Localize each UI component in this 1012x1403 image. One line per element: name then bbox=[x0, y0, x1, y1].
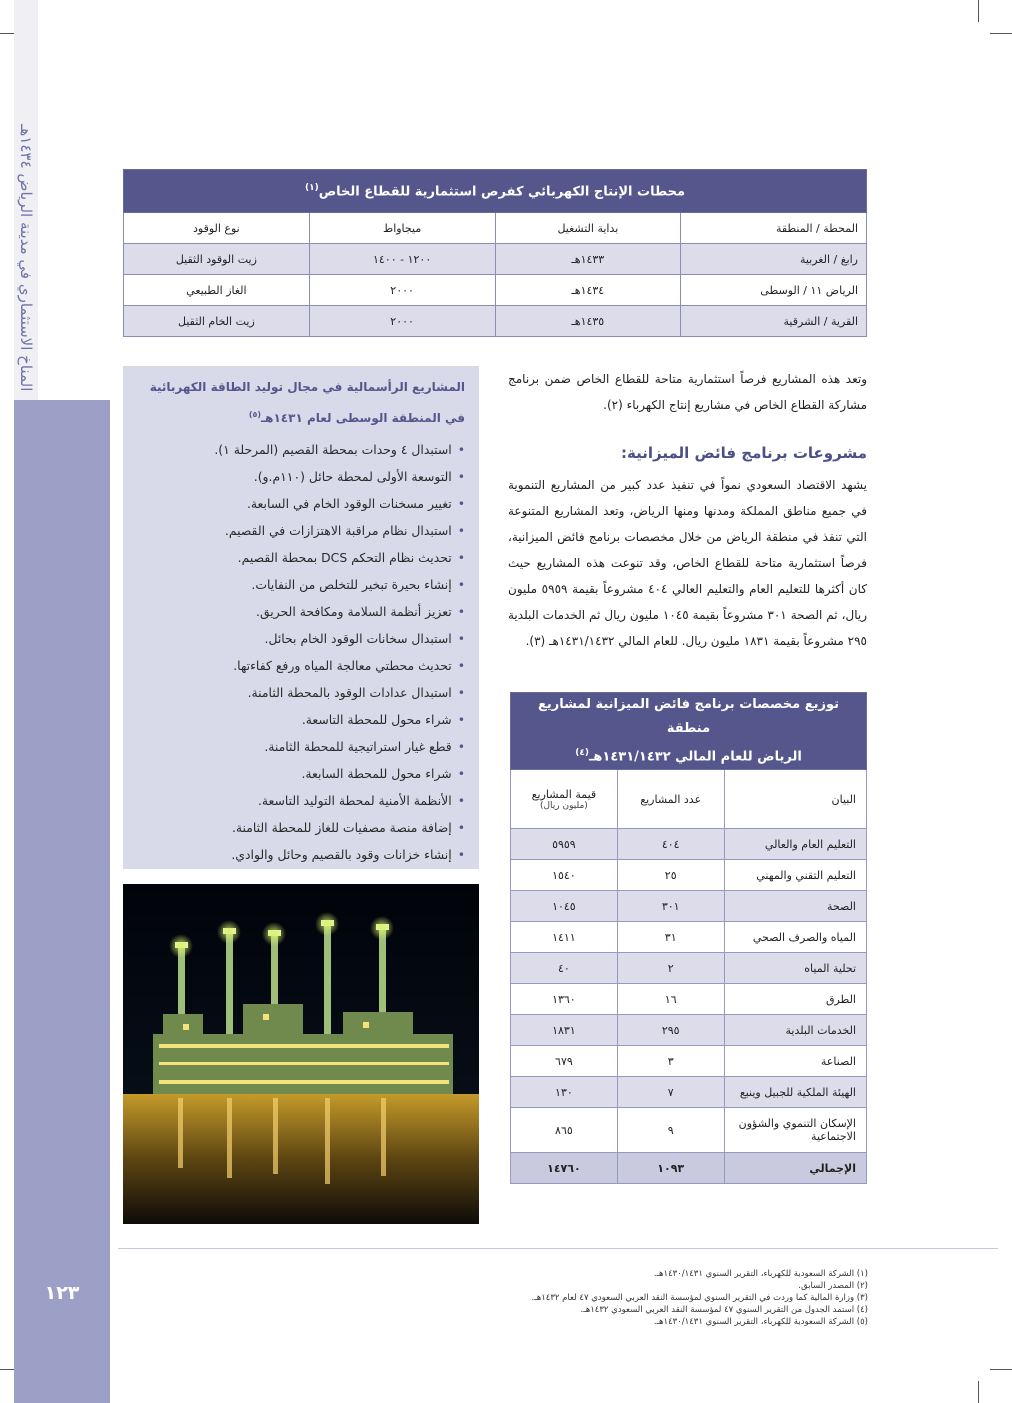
table-cell: الصحة bbox=[724, 891, 866, 922]
table-cell: ٥٩٥٩ bbox=[511, 829, 618, 860]
list-item-text: تغيير مسخنات الوقود الخام في السابعة. bbox=[246, 496, 452, 511]
footnote-ref: (٤) bbox=[575, 748, 589, 758]
column-header: البيان bbox=[724, 770, 866, 829]
table-title-line: توزيع مخصصات برنامج فائض الميزانية لمشاريع منطقة bbox=[538, 697, 839, 736]
capital-projects-box bbox=[123, 366, 479, 869]
list-item bbox=[137, 679, 465, 706]
footnote: (٢) المصدر السابق. bbox=[798, 1281, 868, 1291]
bullet-icon: • bbox=[457, 847, 465, 862]
table-row bbox=[511, 1046, 867, 1077]
footnote-ref: (١) bbox=[304, 182, 319, 193]
sidebar-band bbox=[14, 400, 110, 1403]
table-cell: الرياض ١١ / الوسطى bbox=[681, 275, 867, 306]
table-title bbox=[124, 170, 867, 213]
table-row bbox=[511, 1015, 867, 1046]
table-cell: الصناعة bbox=[724, 1046, 866, 1077]
table-row bbox=[124, 275, 867, 306]
list-item-text: استبدال نظام مراقبة الاهتزازات في القصيم. bbox=[224, 523, 452, 538]
box-title bbox=[137, 374, 465, 432]
table-row bbox=[511, 860, 867, 891]
column-header: عدد المشاريع bbox=[617, 770, 724, 829]
column-header-unit: (مليون ريال) bbox=[540, 800, 588, 811]
table-cell: ١٦ bbox=[617, 984, 724, 1015]
list-item-text: قطع غيار استراتيجية للمحطة الثامنة. bbox=[264, 739, 452, 754]
table-cell: ١٤٣٣هـ bbox=[495, 244, 681, 275]
list-item-text: تحديث محطتي معالجة المياه ورفع كفاءتها. bbox=[233, 658, 452, 673]
list-item bbox=[137, 760, 465, 787]
list-item bbox=[137, 598, 465, 625]
table-cell: الإجمالي bbox=[724, 1153, 866, 1184]
bullet-icon: • bbox=[457, 577, 465, 592]
box-title-line: المشاريع الرأسمالية في مجال توليد الطاقة الكهربائية bbox=[149, 380, 465, 394]
bullet-icon: • bbox=[457, 496, 465, 511]
list-item-text: استبدال ٤ وحدات بمحطة القصيم (المرحلة ١). bbox=[214, 442, 452, 457]
box-title-line-2 bbox=[137, 401, 465, 432]
bullet-icon: • bbox=[457, 631, 465, 646]
list-item-text: استبدال سخانات الوقود الخام بحائل. bbox=[264, 631, 452, 646]
footnote: (٣) وزارة المالية كما وردت في التقرير السنوي لمؤسسة النقد العربي السعودي ٤٧ لعام ١٤٣٢هـ. bbox=[531, 1293, 868, 1303]
footnote-ref: (٥) bbox=[248, 410, 262, 419]
crop-mark bbox=[990, 1369, 1012, 1370]
column-header-text: قيمة المشاريع bbox=[531, 787, 597, 801]
box-title-text: في المنطقة الوسطى لعام ١٤٣١هـ bbox=[261, 411, 465, 425]
list-item-text: تحديث نظام التحكم DCS بمحطة القصيم. bbox=[237, 550, 452, 565]
intro-paragraph: وتعد هذه المشاريع فرصاً استثمارية متاحة للقطاع الخاص ضمن برنامج مشاركة القطاع الخاص في مشاريع إنتاج الكهرباء (٢). bbox=[508, 372, 867, 412]
bullet-icon: • bbox=[457, 712, 465, 727]
list-item bbox=[137, 544, 465, 571]
table-cell: ١٥٤٠ bbox=[511, 860, 618, 891]
table-cell: ١٤٣٥هـ bbox=[495, 306, 681, 337]
bullet-icon: • bbox=[457, 793, 465, 808]
table-cell: ٨٦٥ bbox=[511, 1108, 618, 1153]
list-item-text: شراء محول للمحطة التاسعة. bbox=[301, 712, 452, 727]
table-cell: تحلية المياه bbox=[724, 953, 866, 984]
budget-surplus-table bbox=[510, 692, 867, 1184]
table-row bbox=[511, 953, 867, 984]
table-cell: زيت الوقود الثقيل bbox=[124, 244, 310, 275]
footnotes bbox=[470, 1268, 868, 1328]
list-item bbox=[137, 436, 465, 463]
list-item-text: إضافة منصة مصفيات للغاز للمحطة الثامنة. bbox=[231, 820, 452, 835]
bullet-icon: • bbox=[457, 766, 465, 781]
list-item bbox=[137, 733, 465, 760]
table-cell: الهيئة الملكية للجبيل وينبع bbox=[724, 1077, 866, 1108]
table-row bbox=[511, 922, 867, 953]
bullet-icon: • bbox=[457, 604, 465, 619]
table-row bbox=[511, 1077, 867, 1108]
table-cell: المياه والصرف الصحي bbox=[724, 922, 866, 953]
footnote: (٥) الشركة السعودية للكهرباء، التقرير السنوي ١٤٣٠/١٤٣١هـ. bbox=[653, 1317, 868, 1327]
table-cell: ١٣٠ bbox=[511, 1077, 618, 1108]
bullet-icon: • bbox=[457, 442, 465, 457]
table-cell: ٢٠٠٠ bbox=[309, 275, 495, 306]
table-row bbox=[511, 891, 867, 922]
column-header: بداية التشغيل bbox=[495, 213, 681, 244]
table-cell: ٤٠ bbox=[511, 953, 618, 984]
crop-mark bbox=[978, 0, 979, 22]
section-heading: مشروعات برنامج فائض الميزانية: bbox=[621, 444, 867, 462]
footnote: (٤) استمد الجدول من التقرير السنوي ٤٧ لمؤسسة النقد العربي السعودي ١٤٣٢هـ. bbox=[580, 1305, 868, 1315]
list-item bbox=[137, 652, 465, 679]
table-cell: ٢٠٠٠ bbox=[309, 306, 495, 337]
table-cell: التعليم العام والعالي bbox=[724, 829, 866, 860]
table-cell: ١٠٩٣ bbox=[617, 1153, 724, 1184]
column-header: المحطة / المنطقة bbox=[681, 213, 867, 244]
table-cell: ٣٠١ bbox=[617, 891, 724, 922]
list-item-text: إنشاء بحيرة تبخير للتخلص من النفايات. bbox=[251, 577, 452, 592]
table-cell: ٢٥ bbox=[617, 860, 724, 891]
table-cell: ١٣٦٠ bbox=[511, 984, 618, 1015]
power-plant-illustration bbox=[123, 884, 479, 1224]
column-header: نوع الوقود bbox=[124, 213, 310, 244]
table-row bbox=[511, 984, 867, 1015]
bullet-icon: • bbox=[457, 739, 465, 754]
list-item bbox=[137, 814, 465, 841]
running-title: المناخ الاستثماري في مدينة الرياض ١٤٣٤هـ bbox=[17, 124, 35, 392]
bullet-icon: • bbox=[457, 820, 465, 835]
bullet-icon: • bbox=[457, 469, 465, 484]
table-total-row bbox=[511, 1153, 867, 1184]
table-cell: ٩ bbox=[617, 1108, 724, 1153]
power-stations-table bbox=[123, 169, 867, 337]
table-cell: ٢ bbox=[617, 953, 724, 984]
table-cell: القرية / الشرقية bbox=[681, 306, 867, 337]
column-header: ميجاواط bbox=[309, 213, 495, 244]
table-title-line-2 bbox=[523, 741, 854, 769]
power-plant-photo bbox=[123, 884, 479, 1224]
list-item bbox=[137, 490, 465, 517]
table-title bbox=[511, 693, 867, 770]
list-item-text: إنشاء خزانات وقود بالقصيم وحائل والوادي. bbox=[231, 847, 452, 862]
list-item bbox=[137, 571, 465, 598]
table-cell: الخدمات البلدية bbox=[724, 1015, 866, 1046]
bullet-icon: • bbox=[457, 658, 465, 673]
table-cell: ١٨٣١ bbox=[511, 1015, 618, 1046]
list-item bbox=[137, 787, 465, 814]
bullet-icon: • bbox=[457, 685, 465, 700]
bullet-icon: • bbox=[457, 523, 465, 538]
list-item bbox=[137, 706, 465, 733]
list-item-text: تعزيز أنظمة السلامة ومكافحة الحريق. bbox=[256, 604, 452, 619]
table-cell: الغاز الطبيعي bbox=[124, 275, 310, 306]
table-title-text: الرياض للعام المالي ١٤٣١/١٤٣٢هـ bbox=[588, 749, 802, 765]
list-item-text: الأنظمة الأمنية لمحطة التوليد التاسعة. bbox=[257, 793, 452, 808]
footnote: (١) الشركة السعودية للكهرباء، التقرير السنوي ١٤٣٠/١٤٣١هـ. bbox=[653, 1269, 868, 1279]
table-row bbox=[511, 829, 867, 860]
table-cell: ٢٩٥ bbox=[617, 1015, 724, 1046]
table-cell: ٧ bbox=[617, 1077, 724, 1108]
crop-mark bbox=[978, 1381, 979, 1403]
crop-mark bbox=[990, 33, 1012, 34]
list-item-text: استبدال عدادات الوقود بالمحطة الثامنة. bbox=[247, 685, 452, 700]
table-cell: ١٤٧٦٠ bbox=[511, 1153, 618, 1184]
table-cell: ٣ bbox=[617, 1046, 724, 1077]
list-item bbox=[137, 841, 465, 868]
column-header bbox=[511, 770, 618, 829]
table-cell: ٣١ bbox=[617, 922, 724, 953]
footnote-divider bbox=[118, 1248, 998, 1249]
table-cell: زيت الخام الثقيل bbox=[124, 306, 310, 337]
table-cell: ١٤٣٤هـ bbox=[495, 275, 681, 306]
table-cell: الإسكان التنموي والشؤون الاجتماعية bbox=[724, 1108, 866, 1153]
table-cell: ١٠٤٥ bbox=[511, 891, 618, 922]
table-cell: رابغ / الغربية bbox=[681, 244, 867, 275]
table-title-text: محطات الإنتاج الكهربائي كفرص استثمارية للقطاع الخاص bbox=[318, 184, 686, 200]
table-cell: ٤٠٤ bbox=[617, 829, 724, 860]
list-item bbox=[137, 517, 465, 544]
list-item-text: التوسعة الأولى لمحطة حائل (١١٠م.و). bbox=[253, 469, 452, 484]
list-item bbox=[137, 625, 465, 652]
table-cell: ١٤١١ bbox=[511, 922, 618, 953]
projects-list bbox=[137, 436, 465, 868]
table-cell: الطرق bbox=[724, 984, 866, 1015]
table-cell: ١٢٠٠ - ١٤٠٠ bbox=[309, 244, 495, 275]
table-row bbox=[511, 1108, 867, 1153]
list-item bbox=[137, 463, 465, 490]
table-cell: ٦٧٩ bbox=[511, 1046, 618, 1077]
table-row bbox=[124, 306, 867, 337]
section-paragraph: يشهد الاقتصاد السعودي نمواً في تنفيذ عدد كبير من المشاريع التنموية في جميع مناطق المملكة ومدنها ومنها الرياض، وتعد المشاريع المتنوعة التي تنفذ في منطقة الرياض من خلال مخصصات برنامج فائض الميزانية، فرصاً استثمارية متاحة للقطاع الخاص، وقد تنوعت هذه المشاريع حيث كان أكثرها للتعليم العام والتعليم العالي ٤٠٤ مشروعاً بقيمة ٥٩٥٩ مليون ريال، ثم الصحة ٣٠١ مشروعاً بقيمة ١٠٤٥ مليون ريال ثم الخدمات البلدية ٢٩٥ مشروعاً بقيمة ١٨٣١ مليون ريال. للعام المالي ١٤٣١/١٤٣٢هـ (٣). bbox=[508, 478, 867, 648]
table-row bbox=[124, 244, 867, 275]
list-item-text: شراء محول للمحطة السابعة. bbox=[301, 766, 452, 781]
page-number: ١٢٣ bbox=[44, 1282, 80, 1304]
table-cell: التعليم التقني والمهني bbox=[724, 860, 866, 891]
bullet-icon: • bbox=[457, 550, 465, 565]
